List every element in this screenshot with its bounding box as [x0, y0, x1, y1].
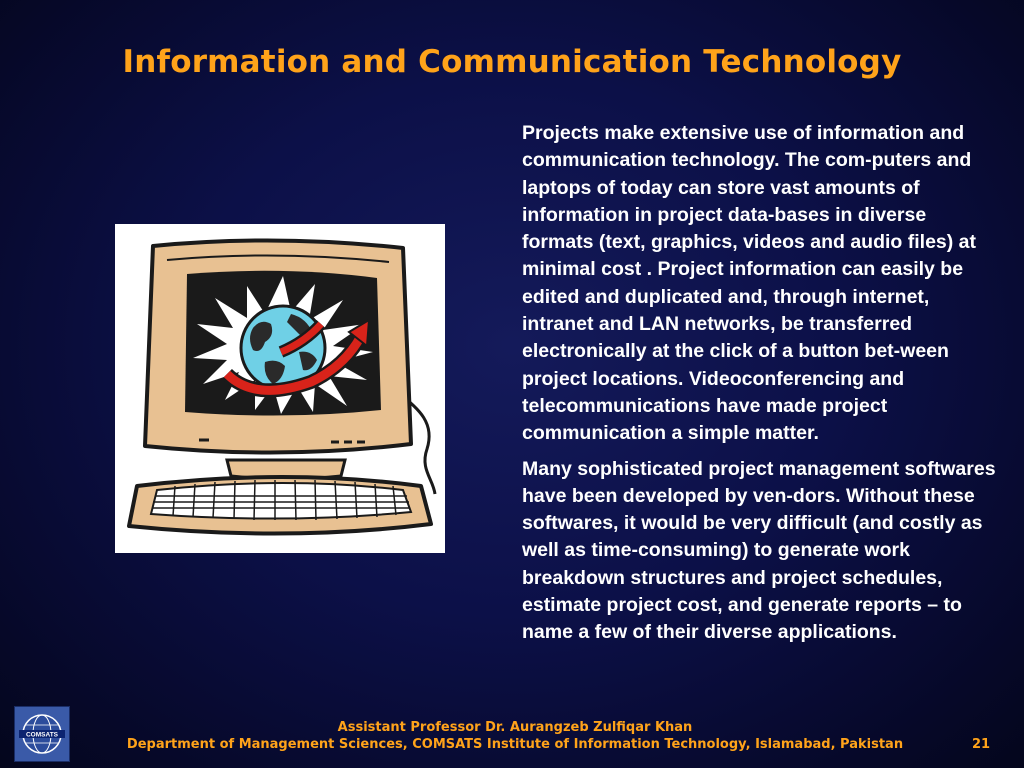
logo-text: COMSATS	[25, 731, 59, 739]
body-text	[522, 120, 1002, 655]
computer-globe-clipart	[115, 224, 445, 553]
comsats-globe-logo-icon	[15, 707, 69, 761]
computer-globe-icon	[115, 224, 445, 553]
comsats-logo	[14, 706, 70, 762]
footer-author: Assistant Professor Dr. Aurangzeb Zulfiqar Khan	[337, 720, 693, 735]
page-number: 21	[971, 737, 991, 752]
slide-title: Information and Communication Technology	[122, 44, 902, 80]
paragraph-ict: Projects make extensive use of information and communication technology. The com-puters and laptops of today can store vast amounts of information in project data-bases in diverse formats (text, graphics, videos and audio files) at minimal cost . Project information can easily be edited and duplicated and, through internet, intranet and LAN networks, be transferred electronically at the click of a button bet-ween project locations. Videoconferencing and telecommunications have made project communication a simple matter.	[522, 122, 977, 445]
footer	[70, 719, 960, 753]
paragraph-software: Many sophisticated project management softwares have been developed by ven-dors. Without these softwares, it would be very difficult (and costly as well as time-consuming) to generate work breakdown structures and project schedules, estimate project cost, and generate reports – to name a few of their diverse applications.	[522, 457, 996, 644]
footer-department: Department of Management Sciences, COMSATS Institute of Information Technology, Islamabad, Pakistan	[126, 737, 904, 752]
